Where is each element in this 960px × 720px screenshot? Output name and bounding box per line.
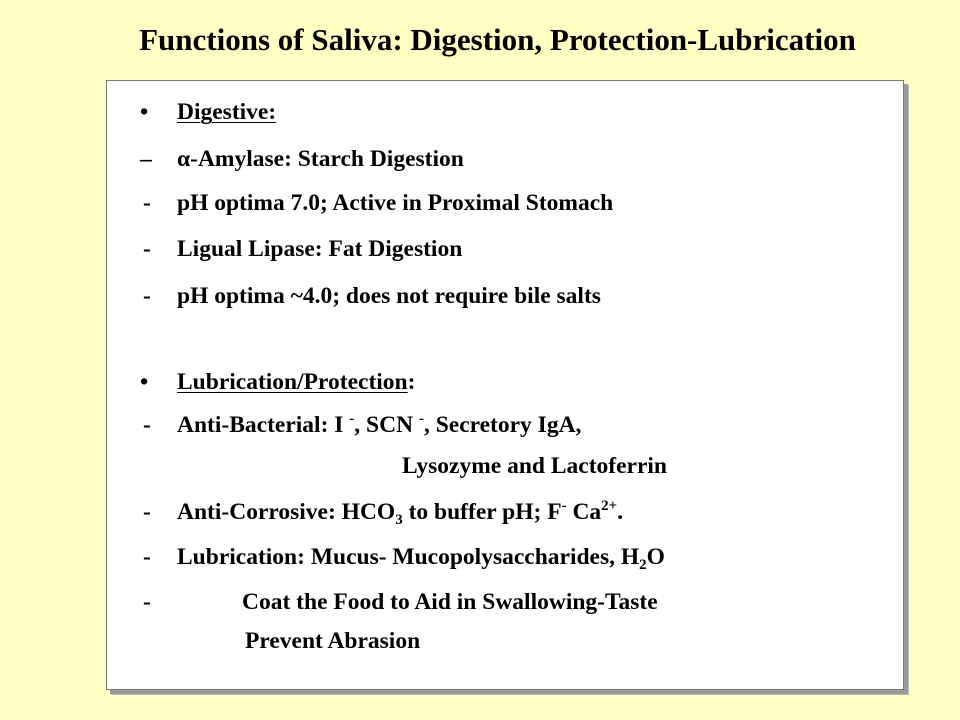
ph-optima-text: pH optima 7.0; Active in Proximal Stomach	[177, 190, 614, 216]
lubrication-suffix: O	[646, 544, 665, 570]
lubrication-heading-wrap	[177, 371, 415, 395]
amylase-label: -Amylase: Starch Digestion	[190, 146, 464, 172]
iodide-charge: -	[349, 411, 355, 427]
dash-marker: -	[143, 283, 151, 309]
content-box	[106, 80, 904, 690]
anti-bacterial-continuation: Lysozyme and Lactoferrin	[402, 453, 667, 479]
bicarbonate-subscript: 3	[395, 512, 403, 528]
anti-corrosive-suffix: .	[617, 499, 624, 525]
thiocyanate-charge: -	[418, 411, 424, 427]
alpha-symbol: α	[177, 146, 191, 172]
dash-marker: -	[143, 544, 151, 570]
dash-marker: -	[143, 190, 151, 216]
calcium-charge: 2+	[601, 498, 618, 514]
lubrication-heading: Lubrication/Protection	[177, 369, 408, 395]
coat-food-text: Coat the Food to Aid in Swallowing-Taste	[242, 589, 658, 615]
bullet-icon: •	[140, 369, 149, 395]
heading-colon: :	[407, 369, 416, 395]
water-subscript: 2	[639, 557, 647, 573]
anti-bacterial-mid: , SCN	[354, 412, 414, 438]
lipase-text: Ligual Lipase: Fat Digestion	[177, 236, 463, 262]
anti-corrosive-prefix: Anti-Corrosive: HCO	[177, 499, 396, 525]
ph-optima-lipase-text: pH optima ~4.0; does not require bile salts	[177, 283, 601, 309]
dash-marker: -	[143, 589, 151, 615]
fluoride-charge: -	[561, 498, 567, 514]
slide-title: Functions of Saliva: Digestion, Protection-Lubrication	[139, 22, 856, 57]
coat-food-continuation: Prevent Abrasion	[245, 628, 421, 654]
anti-bacterial-prefix: Anti-Bacterial: I	[177, 412, 344, 438]
anti-bacterial-text	[177, 411, 582, 438]
dash-marker: -	[143, 412, 151, 438]
dash-marker: –	[140, 146, 152, 172]
anti-bacterial-suffix: , Secretory IgA,	[423, 412, 582, 438]
amylase-text	[177, 148, 464, 172]
lubrication-prefix: Lubrication: Mucus- Mucopolysaccharides, H	[177, 544, 640, 570]
anti-corrosive-mid: to buffer pH; F	[402, 499, 562, 525]
dash-marker: -	[143, 236, 151, 262]
anti-corrosive-text	[177, 498, 624, 528]
digestive-heading: Digestive:	[177, 99, 277, 125]
anti-corrosive-mid2: Ca	[566, 499, 602, 525]
dash-marker: -	[143, 499, 151, 525]
bullet-icon: •	[140, 99, 149, 125]
lubrication-text	[177, 544, 665, 573]
